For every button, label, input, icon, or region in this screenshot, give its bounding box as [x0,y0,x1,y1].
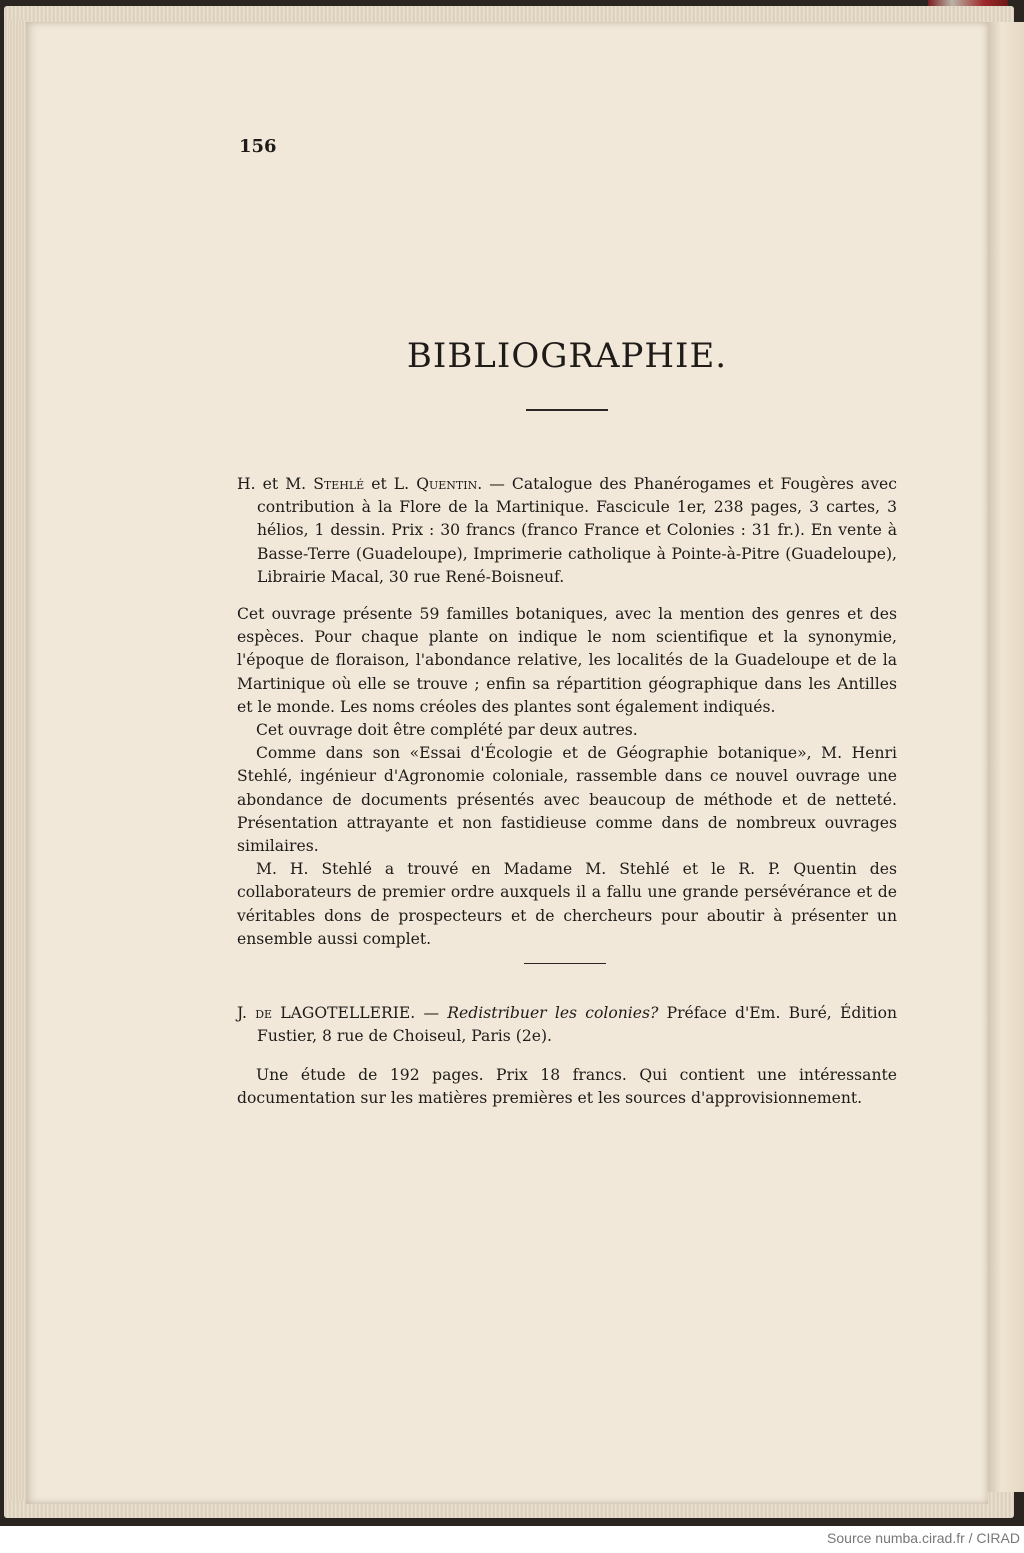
entry-1-author-quentin: Quentin [416,475,478,493]
review-1-paragraph-1: Cet ouvrage présente 59 familles botaniques, avec la mention des genres et des espèces. Pour chaque plante on indique le nom scientifique et la synonymie, l'époque de floraison, l'abondance relative, les localités de la Guadeloupe et de la Martinique où elle se trouve ; enfin sa répartition géographique dans les Antilles et le monde. Les noms créoles des plantes sont également indiqués. [237,605,897,716]
entry-2-author-a: J. [237,1004,256,1022]
entry-2-citation: Préface d'Em. Buré, Édition Fustier, 8 rue de Choiseul, Paris (2e). [257,1004,897,1046]
title-divider [526,409,608,411]
right-page-edge [986,22,1024,1492]
left-page-edges [8,20,26,1500]
bibliography-entry-2 [237,1002,897,1048]
review-1-paragraph-3: Comme dans son «Essai d'Écologie et de Géographie botanique», M. Henri Stehlé, ingénieur d'Agronomie coloniale, rassemble dans ce nouvel ouvrage une abondance de documents présentés avec beaucoup de méthode et de netteté. Présentation attrayante et non fastidieuse comme dans de nombreux ouvrages similaires. [237,744,897,856]
entry-1-authors-a: H. et M. [237,475,314,493]
bibliography-entry-1 [237,473,897,589]
review-2 [237,1064,897,1110]
review-1-paragraph-4: M. H. Stehlé a trouvé en Madame M. Stehlé et le R. P. Quentin des collaborateurs de premier ordre auxquels il a fallu une grande persévérance et de véritables dons de prospecteurs et de chercheurs pour aboutir à présenter un ensemble aussi complet. [237,860,897,948]
page-number: 156 [239,136,277,157]
entry-2-author-c: LAGOTELLERIE. — [272,1004,448,1022]
entry-2-work-title: Redistribuer les colonies? [447,1004,659,1022]
review-1 [237,603,897,951]
review-1-paragraph-2: Cet ouvrage doit être complété par deux autres. [256,721,638,740]
entry-2-author-particle: de [255,1004,273,1022]
section-divider [524,963,606,964]
entry-1-author-stehle: Stehlé [313,475,365,493]
source-footer: Source numba.cirad.fr / CIRAD [827,1530,1020,1546]
entry-1-citation: . — Catalogue des Phanérogames et Fougères avec contribution à la Flore de la Martinique. Fascicule 1er, 238 pages, 3 cartes, 3 hélios, 1 dessin. Prix : 30 francs (franco France et Colonies : 31 fr.). En vente à Basse-Terre (Guadeloupe), Imprimerie catholique à Pointe-à-Pitre (Guadeloupe), Librairie Macal, 30 rue René-Boisneuf. [257,475,897,586]
review-2-paragraph-1: Une étude de 192 pages. Prix 18 francs. Qui contient une intéressante documentation sur les matières premières et les sources d'approvisionnement. [237,1066,897,1108]
entry-1-authors-c: et L. [364,475,417,493]
page-title: BIBLIOGRAPHIE. [406,336,728,376]
